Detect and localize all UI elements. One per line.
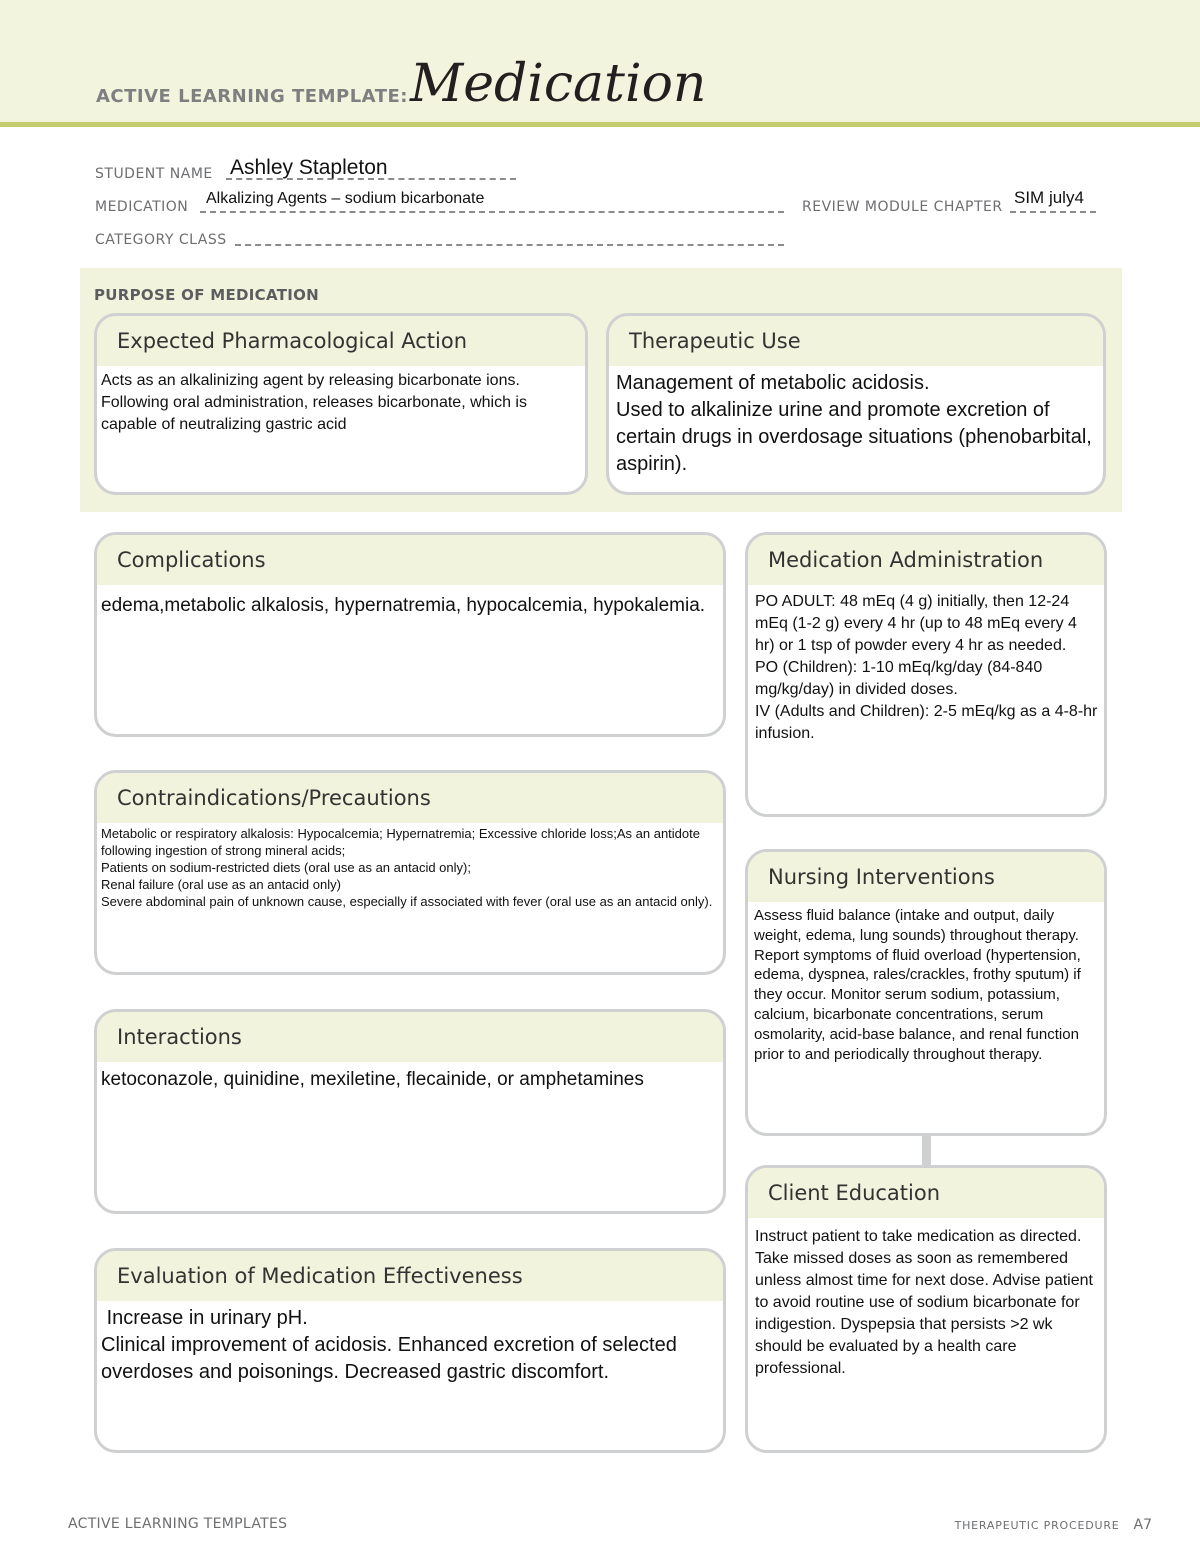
complications-title: Complications (97, 535, 723, 585)
complications-box (94, 532, 726, 737)
interactions-box (94, 1009, 726, 1214)
header-rule (0, 122, 1200, 127)
review-module-underline (1010, 211, 1096, 213)
purpose-label: PURPOSE OF MEDICATION (94, 286, 320, 304)
review-module-field[interactable]: SIM july4 (1014, 188, 1084, 207)
box-connector (922, 1134, 931, 1166)
medication-underline (200, 211, 784, 213)
evaluation-text[interactable]: Increase in urinary pH. Clinical improvement of acidosis. Enhanced excretion of selected overdoses and poisonings. Decreased gastric discomfort. (101, 1307, 677, 1383)
contraindications-text[interactable]: Metabolic or respiratory alkalosis: Hypocalcemia; Hypernatremia; Excessive chloride loss;As an antidote following ingestion of strong mineral acids; Patients on sodium-restricted diets (oral use as an antacid only); Renal failure (oral use as an antacid only) Severe abdominal pain of unknown cause, especially if associated with fever (oral use as an antacid only). (101, 826, 713, 909)
complications-text[interactable]: edema,metabolic alkalosis, hypernatremia, hypocalcemia, hypokalemia. (101, 595, 706, 616)
evaluation-box (94, 1248, 726, 1453)
therapeutic-use-title: Therapeutic Use (609, 316, 1103, 366)
contraindications-title: Contraindications/Precautions (97, 773, 723, 823)
nursing-box (745, 849, 1107, 1136)
expected-action-text[interactable]: Acts as an alkalinizing agent by releasing bicarbonate ions. Following oral administration, releases bicarbonate, which is capable of neutralizing gastric acid (101, 372, 527, 433)
interactions-title: Interactions (97, 1012, 723, 1062)
footer-right-label: THERAPEUTIC PROCEDURE (954, 1519, 1120, 1532)
client-education-text[interactable]: Instruct patient to take medication as directed. Take missed doses as soon as remembered unless almost time for next dose. Advise patient to avoid routine use of sodium bicarbonate for indigestion. Dyspepsia that persists >2 wk should be evaluated by a health care professional. (755, 1228, 1093, 1377)
client-education-title: Client Education (748, 1168, 1104, 1218)
page-number: A7 (1133, 1517, 1152, 1533)
client-education-box (745, 1165, 1107, 1453)
category-class-underline (235, 244, 784, 246)
nursing-title: Nursing Interventions (748, 852, 1104, 902)
therapeutic-use-text[interactable]: Management of metabolic acidosis. Used to alkalinize urine and promote excretion of certain drugs in overdosage situations (phenobarbital, aspirin). (616, 372, 1092, 475)
therapeutic-use-box (606, 313, 1106, 495)
medication-label: MEDICATION (95, 199, 189, 215)
footer-left-label: ACTIVE LEARNING TEMPLATES (68, 1516, 288, 1532)
expected-action-title: Expected Pharmacological Action (97, 316, 585, 366)
evaluation-title: Evaluation of Medication Effectiveness (97, 1251, 723, 1301)
interactions-text[interactable]: ketoconazole, quinidine, mexiletine, flecainide, or amphetamines (101, 1069, 644, 1090)
template-label: ACTIVE LEARNING TEMPLATE: (96, 86, 408, 107)
administration-box (745, 532, 1107, 817)
page-title: Medication (410, 54, 707, 114)
nursing-text[interactable]: Assess fluid balance (intake and output, daily weight, edema, lung sounds) throughout therapy. Report symptoms of fluid overload (hypertension, edema, dyspnea, rales/crackles, frothy sputum) if they occur. Monitor serum sodium, potassium, calcium, bicarbonate concentrations, serum osmolarity, acid-base balance, and renal function prior to and periodically throughout therapy. (754, 907, 1081, 1063)
student-name-label: STUDENT NAME (95, 166, 213, 182)
student-name-field[interactable]: Ashley Stapleton (230, 156, 388, 179)
review-module-label: REVIEW MODULE CHAPTER (802, 199, 1003, 215)
administration-title: Medication Administration (748, 535, 1104, 585)
administration-text[interactable]: PO ADULT: 48 mEq (4 g) initially, then 12-24 mEq (1-2 g) every 4 hr (up to 48 mEq every 4 hr) or 1 tsp of powder every 4 hr as needed. PO (Children): 1-10 mEq/kg/day (84-840 mg/kg/day) in divided doses. IV (Adults and Children): 2-5 mEq/kg as a 4-8-hr infusion. (755, 593, 1098, 742)
expected-action-box (94, 313, 588, 495)
medication-field[interactable]: Alkalizing Agents – sodium bicarbonate (206, 190, 485, 207)
contraindications-box (94, 770, 726, 975)
footer-right (955, 1517, 1152, 1533)
category-class-label: CATEGORY CLASS (95, 232, 227, 248)
